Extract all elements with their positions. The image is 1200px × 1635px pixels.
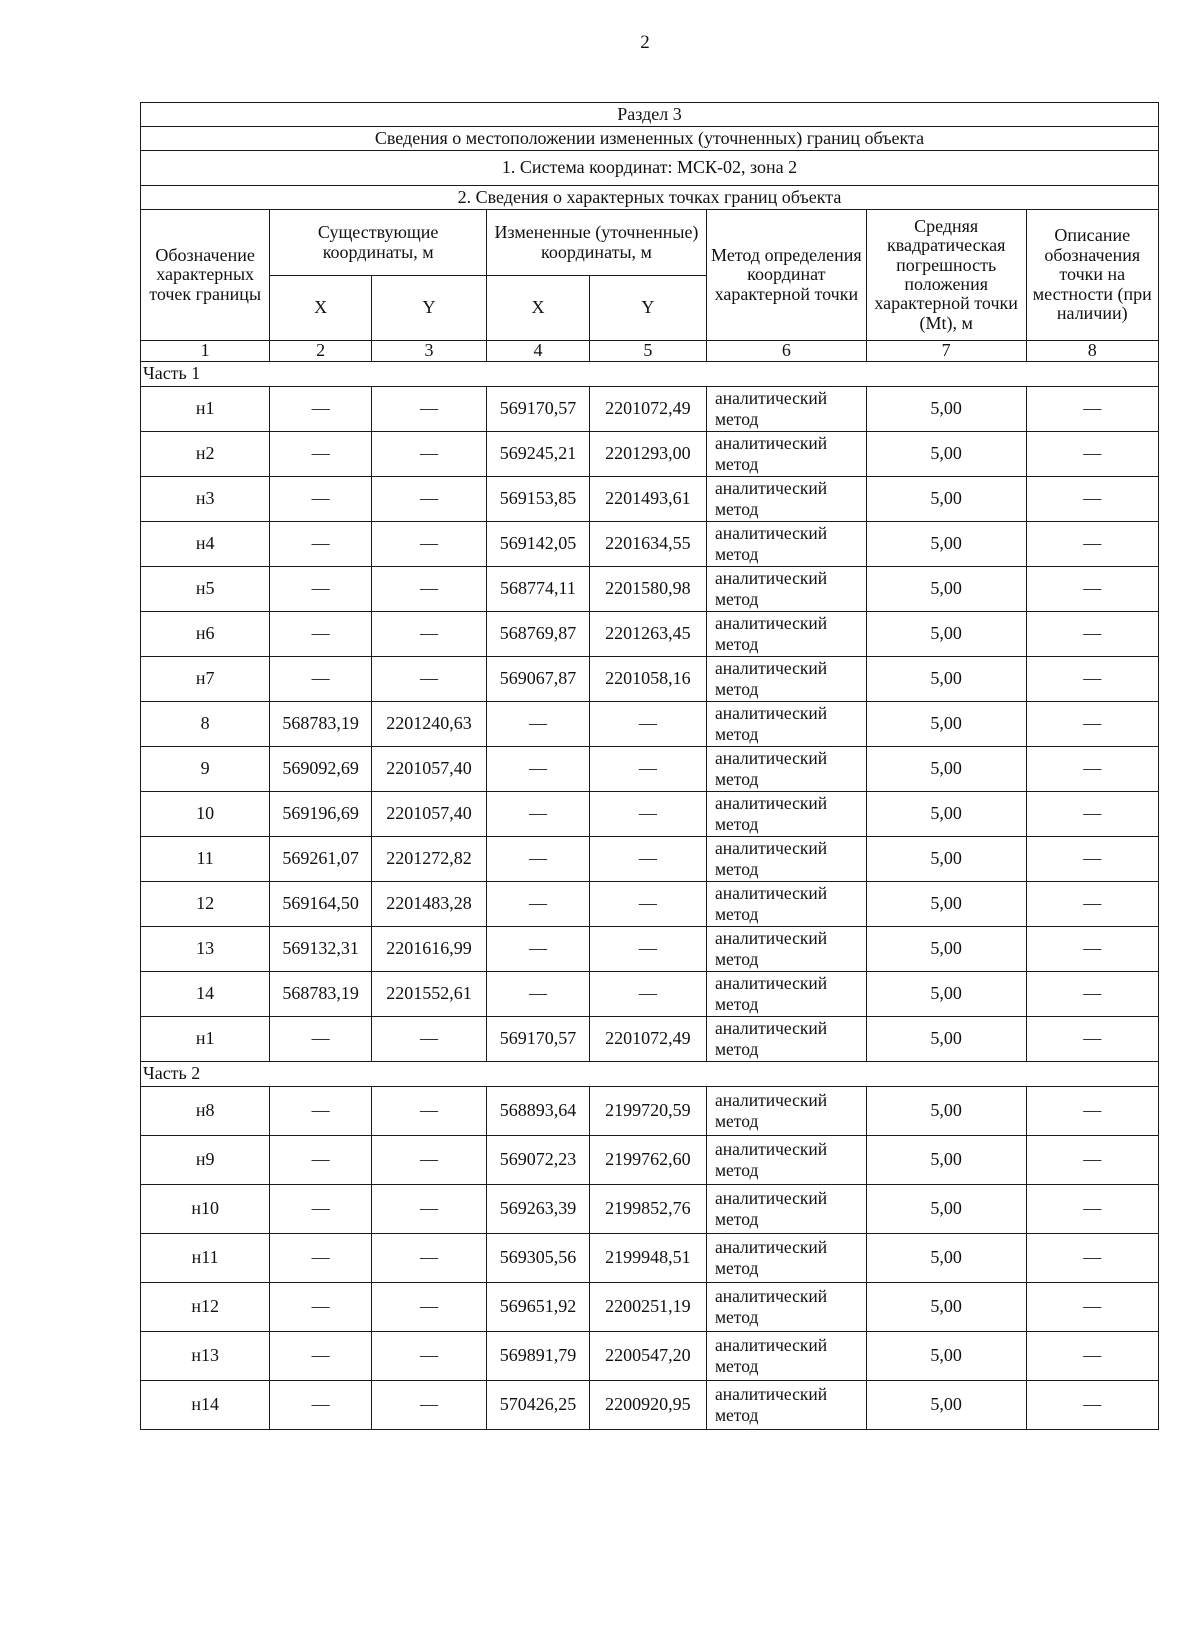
header-error: Средняя квадратическая погрешность положения характерной точки (Mt), м	[866, 210, 1026, 341]
point-description: —	[1026, 1332, 1158, 1381]
table-row	[141, 1185, 1159, 1234]
point-description: —	[1026, 882, 1158, 927]
changed-x: —	[487, 837, 590, 882]
point-description: —	[1026, 927, 1158, 972]
part-header-row	[141, 362, 1159, 387]
table-row	[141, 1087, 1159, 1136]
existing-y: 2201240,63	[372, 702, 487, 747]
changed-x: —	[487, 927, 590, 972]
table-row	[141, 477, 1159, 522]
point-description: —	[1026, 432, 1158, 477]
point-designation: н9	[141, 1136, 270, 1185]
changed-x: 568769,87	[487, 612, 590, 657]
column-number: 7	[866, 341, 1026, 362]
point-designation: н5	[141, 567, 270, 612]
changed-x: 569170,57	[487, 387, 590, 432]
changed-x: 569891,79	[487, 1332, 590, 1381]
existing-y: 2201616,99	[372, 927, 487, 972]
changed-x: 569305,56	[487, 1234, 590, 1283]
column-number: 5	[589, 341, 706, 362]
point-designation: н14	[141, 1381, 270, 1430]
method: аналитический метод	[706, 882, 866, 927]
method: аналитический метод	[706, 747, 866, 792]
method: аналитический метод	[706, 792, 866, 837]
existing-x: —	[270, 1234, 372, 1283]
mean-square-error: 5,00	[866, 387, 1026, 432]
part-label: Часть 1	[141, 362, 1159, 387]
points-heading: 2. Сведения о характерных точках границ объекта	[141, 186, 1159, 210]
point-designation: н1	[141, 1017, 270, 1062]
section-subtitle-row	[141, 127, 1159, 151]
table-row	[141, 1381, 1159, 1430]
column-number: 8	[1026, 341, 1158, 362]
method: аналитический метод	[706, 477, 866, 522]
existing-x: —	[270, 1381, 372, 1430]
points-heading-row	[141, 186, 1159, 210]
header-changed-x: X	[487, 276, 590, 341]
method: аналитический метод	[706, 1017, 866, 1062]
mean-square-error: 5,00	[866, 522, 1026, 567]
existing-x: 569092,69	[270, 747, 372, 792]
point-designation: н12	[141, 1283, 270, 1332]
mean-square-error: 5,00	[866, 477, 1026, 522]
existing-y: 2201057,40	[372, 792, 487, 837]
mean-square-error: 5,00	[866, 1381, 1026, 1430]
point-designation: н11	[141, 1234, 270, 1283]
changed-x: 569142,05	[487, 522, 590, 567]
mean-square-error: 5,00	[866, 837, 1026, 882]
changed-y: 2201580,98	[589, 567, 706, 612]
table-row	[141, 1234, 1159, 1283]
point-designation: н6	[141, 612, 270, 657]
changed-y: 2201072,49	[589, 387, 706, 432]
changed-x: 569263,39	[487, 1185, 590, 1234]
existing-y: —	[372, 522, 487, 567]
mean-square-error: 5,00	[866, 882, 1026, 927]
changed-y: —	[589, 972, 706, 1017]
point-designation: 9	[141, 747, 270, 792]
mean-square-error: 5,00	[866, 1185, 1026, 1234]
point-description: —	[1026, 1017, 1158, 1062]
mean-square-error: 5,00	[866, 927, 1026, 972]
column-number: 4	[487, 341, 590, 362]
existing-y: 2201272,82	[372, 837, 487, 882]
column-number: 2	[270, 341, 372, 362]
method: аналитический метод	[706, 1381, 866, 1430]
header-existing-y: Y	[372, 276, 487, 341]
table-row	[141, 882, 1159, 927]
method: аналитический метод	[706, 522, 866, 567]
column-number: 6	[706, 341, 866, 362]
existing-x: 568783,19	[270, 972, 372, 1017]
table-row	[141, 1136, 1159, 1185]
existing-y: —	[372, 1136, 487, 1185]
existing-y: —	[372, 477, 487, 522]
existing-x: —	[270, 1017, 372, 1062]
existing-x: 569196,69	[270, 792, 372, 837]
existing-y: —	[372, 657, 487, 702]
header-row-top	[141, 210, 1159, 276]
part-label: Часть 2	[141, 1062, 1159, 1087]
table-row	[141, 747, 1159, 792]
mean-square-error: 5,00	[866, 657, 1026, 702]
method: аналитический метод	[706, 1087, 866, 1136]
mean-square-error: 5,00	[866, 612, 1026, 657]
point-designation: н10	[141, 1185, 270, 1234]
point-description: —	[1026, 702, 1158, 747]
existing-x: —	[270, 477, 372, 522]
existing-y: —	[372, 1185, 487, 1234]
column-number: 1	[141, 341, 270, 362]
point-designation: 14	[141, 972, 270, 1017]
mean-square-error: 5,00	[866, 1017, 1026, 1062]
mean-square-error: 5,00	[866, 702, 1026, 747]
changed-x: —	[487, 972, 590, 1017]
header-existing-x: X	[270, 276, 372, 341]
changed-x: 569245,21	[487, 432, 590, 477]
changed-x: —	[487, 792, 590, 837]
point-description: —	[1026, 477, 1158, 522]
page-number: 2	[640, 32, 650, 53]
existing-y: —	[372, 432, 487, 477]
table-row	[141, 612, 1159, 657]
existing-x: —	[270, 1332, 372, 1381]
header-changed: Измененные (уточненные) координаты, м	[487, 210, 707, 276]
mean-square-error: 5,00	[866, 567, 1026, 612]
point-description: —	[1026, 657, 1158, 702]
changed-y: —	[589, 837, 706, 882]
existing-x: —	[270, 387, 372, 432]
changed-y: 2201634,55	[589, 522, 706, 567]
changed-x: —	[487, 882, 590, 927]
existing-y: —	[372, 567, 487, 612]
point-description: —	[1026, 1234, 1158, 1283]
method: аналитический метод	[706, 432, 866, 477]
mean-square-error: 5,00	[866, 432, 1026, 477]
existing-y: 2201057,40	[372, 747, 487, 792]
section-subtitle: Сведения о местоположении измененных (уточненных) границ объекта	[141, 127, 1159, 151]
existing-y: —	[372, 1283, 487, 1332]
existing-x: —	[270, 1136, 372, 1185]
table-row	[141, 792, 1159, 837]
point-description: —	[1026, 387, 1158, 432]
header-method: Метод определения координат характерной точки	[706, 210, 866, 341]
existing-x: —	[270, 1283, 372, 1332]
header-existing: Существующие координаты, м	[270, 210, 487, 276]
point-description: —	[1026, 972, 1158, 1017]
method: аналитический метод	[706, 972, 866, 1017]
table-row	[141, 702, 1159, 747]
section-title-row	[141, 103, 1159, 127]
column-number: 3	[372, 341, 487, 362]
point-designation: н8	[141, 1087, 270, 1136]
existing-y: —	[372, 387, 487, 432]
table-row	[141, 1017, 1159, 1062]
mean-square-error: 5,00	[866, 1283, 1026, 1332]
mean-square-error: 5,00	[866, 1087, 1026, 1136]
changed-y: 2200251,19	[589, 1283, 706, 1332]
existing-x: —	[270, 432, 372, 477]
part-header-row	[141, 1062, 1159, 1087]
changed-x: 569072,23	[487, 1136, 590, 1185]
existing-y: —	[372, 1234, 487, 1283]
existing-y: —	[372, 1381, 487, 1430]
changed-y: 2199948,51	[589, 1234, 706, 1283]
header-changed-y: Y	[589, 276, 706, 341]
table-row	[141, 927, 1159, 972]
changed-y: 2201493,61	[589, 477, 706, 522]
existing-x: —	[270, 567, 372, 612]
changed-y: —	[589, 747, 706, 792]
section-title: Раздел 3	[141, 103, 1159, 127]
changed-x: 570426,25	[487, 1381, 590, 1430]
existing-x: —	[270, 1087, 372, 1136]
method: аналитический метод	[706, 612, 866, 657]
changed-y: —	[589, 702, 706, 747]
point-designation: н2	[141, 432, 270, 477]
boundary-points-table	[140, 102, 1159, 1430]
point-description: —	[1026, 1136, 1158, 1185]
coordinate-system: 1. Система координат: МСК-02, зона 2	[141, 151, 1159, 186]
existing-x: 569132,31	[270, 927, 372, 972]
changed-y: —	[589, 927, 706, 972]
existing-x: 569261,07	[270, 837, 372, 882]
table-row	[141, 1332, 1159, 1381]
existing-y: —	[372, 1332, 487, 1381]
column-numbers-row	[141, 341, 1159, 362]
point-description: —	[1026, 837, 1158, 882]
changed-x: 568774,11	[487, 567, 590, 612]
changed-y: 2199762,60	[589, 1136, 706, 1185]
header-description: Описание обозначения точки на местности (при наличии)	[1026, 210, 1158, 341]
existing-y: —	[372, 1017, 487, 1062]
point-designation: 10	[141, 792, 270, 837]
mean-square-error: 5,00	[866, 747, 1026, 792]
changed-y: 2199852,76	[589, 1185, 706, 1234]
changed-y: 2200547,20	[589, 1332, 706, 1381]
existing-x: —	[270, 657, 372, 702]
table-row	[141, 1283, 1159, 1332]
table-row	[141, 522, 1159, 567]
table-row	[141, 837, 1159, 882]
point-description: —	[1026, 522, 1158, 567]
changed-y: 2201293,00	[589, 432, 706, 477]
method: аналитический метод	[706, 1136, 866, 1185]
method: аналитический метод	[706, 657, 866, 702]
mean-square-error: 5,00	[866, 1234, 1026, 1283]
method: аналитический метод	[706, 927, 866, 972]
point-designation: 11	[141, 837, 270, 882]
changed-x: 569170,57	[487, 1017, 590, 1062]
existing-y: 2201483,28	[372, 882, 487, 927]
point-designation: н1	[141, 387, 270, 432]
table-row	[141, 567, 1159, 612]
changed-x: —	[487, 702, 590, 747]
table-row	[141, 387, 1159, 432]
header-designation: Обозначение характерных точек границы	[141, 210, 270, 341]
table-body	[141, 103, 1159, 1430]
point-designation: 12	[141, 882, 270, 927]
existing-x: —	[270, 612, 372, 657]
point-description: —	[1026, 1087, 1158, 1136]
point-designation: н4	[141, 522, 270, 567]
changed-y: 2201058,16	[589, 657, 706, 702]
point-description: —	[1026, 1185, 1158, 1234]
table-row	[141, 657, 1159, 702]
table-row	[141, 972, 1159, 1017]
existing-x: —	[270, 522, 372, 567]
existing-x: 568783,19	[270, 702, 372, 747]
changed-x: 569067,87	[487, 657, 590, 702]
changed-y: 2200920,95	[589, 1381, 706, 1430]
method: аналитический метод	[706, 1332, 866, 1381]
method: аналитический метод	[706, 1234, 866, 1283]
point-description: —	[1026, 612, 1158, 657]
point-designation: н13	[141, 1332, 270, 1381]
method: аналитический метод	[706, 837, 866, 882]
point-designation: 13	[141, 927, 270, 972]
point-designation: 8	[141, 702, 270, 747]
method: аналитический метод	[706, 387, 866, 432]
point-description: —	[1026, 747, 1158, 792]
method: аналитический метод	[706, 1283, 866, 1332]
changed-x: —	[487, 747, 590, 792]
point-description: —	[1026, 1283, 1158, 1332]
method: аналитический метод	[706, 702, 866, 747]
changed-x: 568893,64	[487, 1087, 590, 1136]
point-designation: н7	[141, 657, 270, 702]
point-designation: н3	[141, 477, 270, 522]
changed-y: 2199720,59	[589, 1087, 706, 1136]
existing-y: —	[372, 1087, 487, 1136]
point-description: —	[1026, 1381, 1158, 1430]
method: аналитический метод	[706, 567, 866, 612]
existing-x: —	[270, 1185, 372, 1234]
mean-square-error: 5,00	[866, 972, 1026, 1017]
mean-square-error: 5,00	[866, 1332, 1026, 1381]
existing-y: 2201552,61	[372, 972, 487, 1017]
mean-square-error: 5,00	[866, 1136, 1026, 1185]
table-row	[141, 432, 1159, 477]
method: аналитический метод	[706, 1185, 866, 1234]
point-description: —	[1026, 792, 1158, 837]
changed-x: 569153,85	[487, 477, 590, 522]
changed-y: —	[589, 882, 706, 927]
changed-y: —	[589, 792, 706, 837]
changed-x: 569651,92	[487, 1283, 590, 1332]
mean-square-error: 5,00	[866, 792, 1026, 837]
existing-x: 569164,50	[270, 882, 372, 927]
coordinate-system-row	[141, 151, 1159, 186]
existing-y: —	[372, 612, 487, 657]
changed-y: 2201263,45	[589, 612, 706, 657]
changed-y: 2201072,49	[589, 1017, 706, 1062]
point-description: —	[1026, 567, 1158, 612]
